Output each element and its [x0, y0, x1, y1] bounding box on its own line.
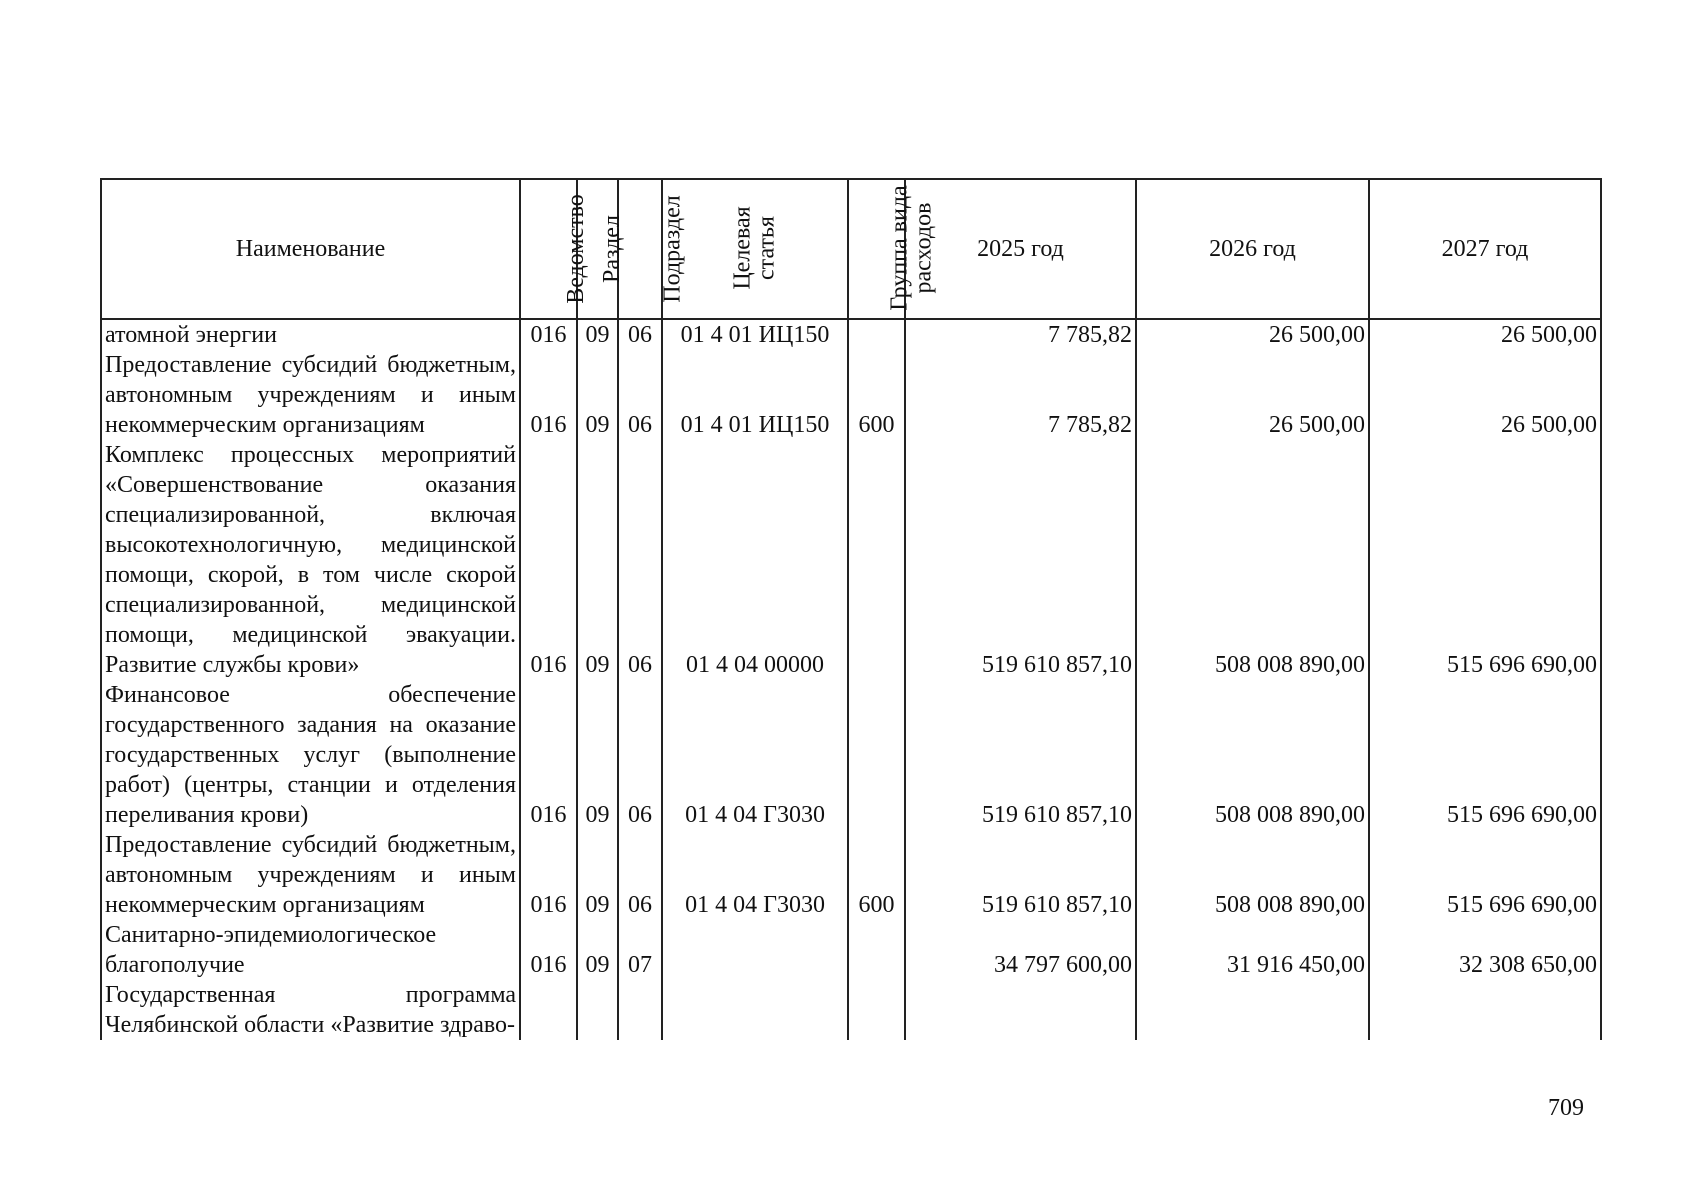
- row-subsection: 06: [618, 440, 662, 680]
- row-2025: 7 785,82: [905, 350, 1136, 440]
- row-subsection: 06: [618, 319, 662, 350]
- row-2025: 519 610 857,10: [905, 680, 1136, 830]
- row-ministry: [520, 980, 577, 1040]
- page-number: 709: [1548, 1095, 1584, 1121]
- header-2027: 2027 год: [1369, 179, 1601, 319]
- row-2027: 515 696 690,00: [1369, 680, 1601, 830]
- row-name: Комплекс процессных мероприятий «Совершенствование оказания специализированной, включая высокотехнологичную, медицинской помощи, скорой, в том числе скорой специализированной, медицинской помощи, медицинской эвакуации. Развитие службы крови»: [101, 440, 520, 680]
- row-target: 01 4 04 Г3030: [662, 830, 848, 920]
- row-name: Предоставление субсидий бюджетным, автономным учреждениям и иным некоммерческим организациям: [101, 830, 520, 920]
- table-row: [101, 440, 1601, 680]
- header-expense-group: Группа вида расходов: [848, 179, 905, 319]
- row-2025: 519 610 857,10: [905, 830, 1136, 920]
- row-group: 600: [848, 830, 905, 920]
- row-name: Санитарно-эпидемиологическое благополучие: [101, 920, 520, 980]
- row-subsection: 06: [618, 830, 662, 920]
- table-row: [101, 680, 1601, 830]
- row-2027: 26 500,00: [1369, 350, 1601, 440]
- budget-table: [100, 178, 1602, 1040]
- row-ministry: 016: [520, 920, 577, 980]
- table-row: [101, 920, 1601, 980]
- row-subsection: 07: [618, 920, 662, 980]
- row-2026: 508 008 890,00: [1136, 440, 1369, 680]
- row-section: 09: [577, 440, 618, 680]
- table-row: [101, 830, 1601, 920]
- row-2027: 32 308 650,00: [1369, 920, 1601, 980]
- row-2026: 31 916 450,00: [1136, 920, 1369, 980]
- row-target: [662, 920, 848, 980]
- row-group: [848, 319, 905, 350]
- row-ministry: 016: [520, 350, 577, 440]
- row-group: [848, 980, 905, 1040]
- row-ministry: 016: [520, 440, 577, 680]
- table-row: [101, 350, 1601, 440]
- row-group: [848, 680, 905, 830]
- row-2025: 34 797 600,00: [905, 920, 1136, 980]
- row-target: 01 4 04 Г3030: [662, 680, 848, 830]
- row-2027: 515 696 690,00: [1369, 440, 1601, 680]
- row-2027: 515 696 690,00: [1369, 830, 1601, 920]
- row-2025: [905, 980, 1136, 1040]
- row-2026: 508 008 890,00: [1136, 680, 1369, 830]
- row-section: [577, 980, 618, 1040]
- row-section: 09: [577, 680, 618, 830]
- row-section: 09: [577, 830, 618, 920]
- row-2026: 508 008 890,00: [1136, 830, 1369, 920]
- row-name: Государственная программа Челябинской области «Развитие здраво-: [101, 980, 520, 1040]
- header-2025: 2025 год: [905, 179, 1136, 319]
- header-subsection: Подраздел: [618, 179, 662, 319]
- row-name: Финансовое обеспечение государственного задания на оказание государственных услуг (выполнение работ) (центры, станции и отделения переливания крови): [101, 680, 520, 830]
- header-name: Наименование: [101, 179, 520, 319]
- row-target: 01 4 04 00000: [662, 440, 848, 680]
- header-section: Раздел: [577, 179, 618, 319]
- row-target: 01 4 01 ИЦ150: [662, 319, 848, 350]
- row-section: 09: [577, 319, 618, 350]
- row-2026: [1136, 980, 1369, 1040]
- row-subsection: 06: [618, 350, 662, 440]
- row-subsection: 06: [618, 680, 662, 830]
- header-ministry: Ведомство: [520, 179, 577, 319]
- row-group: [848, 440, 905, 680]
- row-2027: 26 500,00: [1369, 319, 1601, 350]
- row-ministry: 016: [520, 830, 577, 920]
- row-group: [848, 920, 905, 980]
- header-target-item: Целевая статья: [662, 179, 848, 319]
- row-subsection: [618, 980, 662, 1040]
- row-2025: 7 785,82: [905, 319, 1136, 350]
- row-name: атомной энергии: [101, 319, 520, 350]
- header-2026: 2026 год: [1136, 179, 1369, 319]
- row-section: 09: [577, 920, 618, 980]
- row-group: 600: [848, 350, 905, 440]
- row-target: [662, 980, 848, 1040]
- row-2025: 519 610 857,10: [905, 440, 1136, 680]
- row-2026: 26 500,00: [1136, 350, 1369, 440]
- header-row: [101, 179, 1601, 319]
- table-row: [101, 980, 1601, 1040]
- row-target: 01 4 01 ИЦ150: [662, 350, 848, 440]
- row-ministry: 016: [520, 680, 577, 830]
- row-ministry: 016: [520, 319, 577, 350]
- row-2027: [1369, 980, 1601, 1040]
- row-name: Предоставление субсидий бюджетным, автономным учреждениям и иным некоммерческим организациям: [101, 350, 520, 440]
- row-section: 09: [577, 350, 618, 440]
- table-row: [101, 319, 1601, 350]
- row-2026: 26 500,00: [1136, 319, 1369, 350]
